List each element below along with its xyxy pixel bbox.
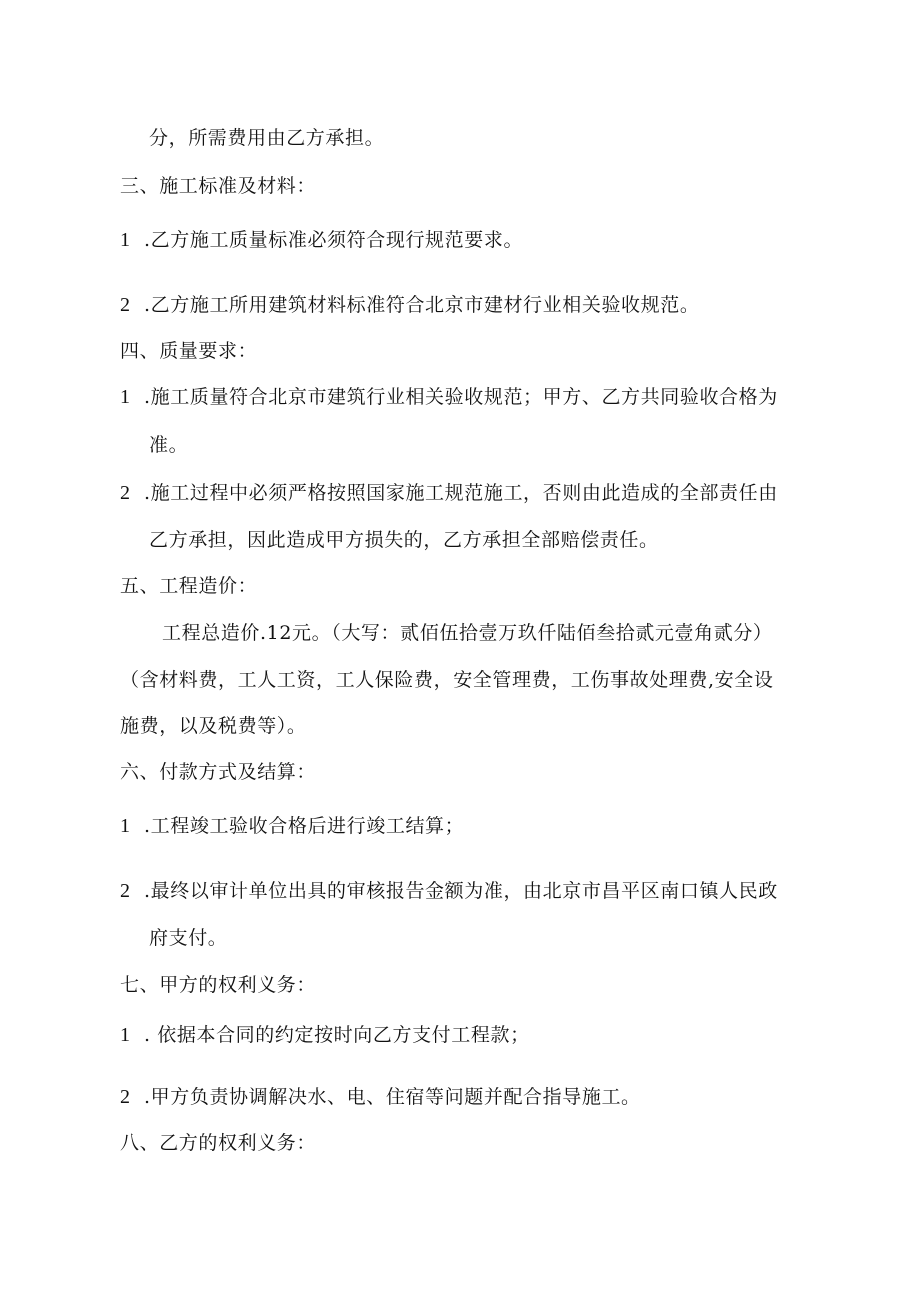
paragraph-line xyxy=(149,925,227,951)
list-number: 1 xyxy=(120,229,130,251)
line-text: 五、工程造价： xyxy=(120,575,258,597)
list-number: 2 xyxy=(120,294,130,316)
list-item xyxy=(120,1022,530,1048)
paragraph-line xyxy=(162,620,773,646)
list-item xyxy=(120,813,464,839)
paragraph-line xyxy=(149,527,659,553)
section-heading xyxy=(120,173,316,199)
line-text: .甲方负责协调解决水、电、住宿等问题并配合指导施工。 xyxy=(144,1086,641,1108)
line-text: 工程总造价.12元。（大写：贰佰伍拾壹万玖仟陆佰叁拾贰元壹角贰分） xyxy=(162,622,773,644)
list-item xyxy=(120,227,523,253)
list-number: 2 xyxy=(120,1086,130,1108)
line-text: 四、质量要求： xyxy=(120,340,258,362)
list-item xyxy=(120,384,778,410)
line-text: 施费，以及税费等）。 xyxy=(120,715,307,737)
line-text: 准。 xyxy=(149,434,189,456)
line-text: 三、施工标准及材料： xyxy=(120,175,317,197)
line-text: 八、乙方的权利义务： xyxy=(120,1132,317,1154)
section-heading xyxy=(120,759,316,785)
list-number: 1 xyxy=(120,1024,130,1046)
list-item xyxy=(120,292,699,318)
list-number: 2 xyxy=(120,482,130,504)
line-text: （含材料费，工人工资，工人保险费，安全管理费，工伤事故处理费,安全设 xyxy=(120,669,774,691)
section-heading xyxy=(120,338,257,364)
list-number: 1 xyxy=(120,386,130,408)
paragraph-line xyxy=(149,125,384,151)
section-heading xyxy=(120,1130,316,1156)
list-item xyxy=(120,1084,641,1110)
line-text: .最终以审计单位出具的审核报告金额为准，由北京市昌平区南口镇人民政 xyxy=(144,880,778,902)
section-heading xyxy=(120,972,316,998)
line-text: . 依据本合同的约定按时向乙方支付工程款； xyxy=(144,1024,530,1046)
list-item xyxy=(120,480,778,506)
line-text: .施工质量符合北京市建筑行业相关验收规范；甲方、乙方共同验收合格为 xyxy=(144,386,778,408)
list-number: 1 xyxy=(120,815,130,837)
line-text: 分，所需费用由乙方承担。 xyxy=(149,127,385,149)
list-item xyxy=(120,878,778,904)
paragraph-line xyxy=(120,713,307,739)
line-text: .乙方施工所用建筑材料标准符合北京市建材行业相关验收规范。 xyxy=(144,294,700,316)
line-text: .乙方施工质量标准必须符合现行规范要求。 xyxy=(144,229,524,251)
line-text: 六、付款方式及结算： xyxy=(120,761,317,783)
paragraph-line xyxy=(149,432,188,458)
line-text: 府支付。 xyxy=(149,927,228,949)
list-number: 2 xyxy=(120,880,130,902)
line-text: .施工过程中必须严格按照国家施工规范施工，否则由此造成的全部责任由 xyxy=(144,482,778,504)
line-text: .工程竣工验收合格后进行竣工结算； xyxy=(144,815,465,837)
paragraph-line xyxy=(120,667,773,693)
section-heading xyxy=(120,573,257,599)
line-text: 乙方承担，因此造成甲方损失的，乙方承担全部赔偿责任。 xyxy=(149,529,659,551)
line-text: 七、甲方的权利义务： xyxy=(120,974,317,996)
